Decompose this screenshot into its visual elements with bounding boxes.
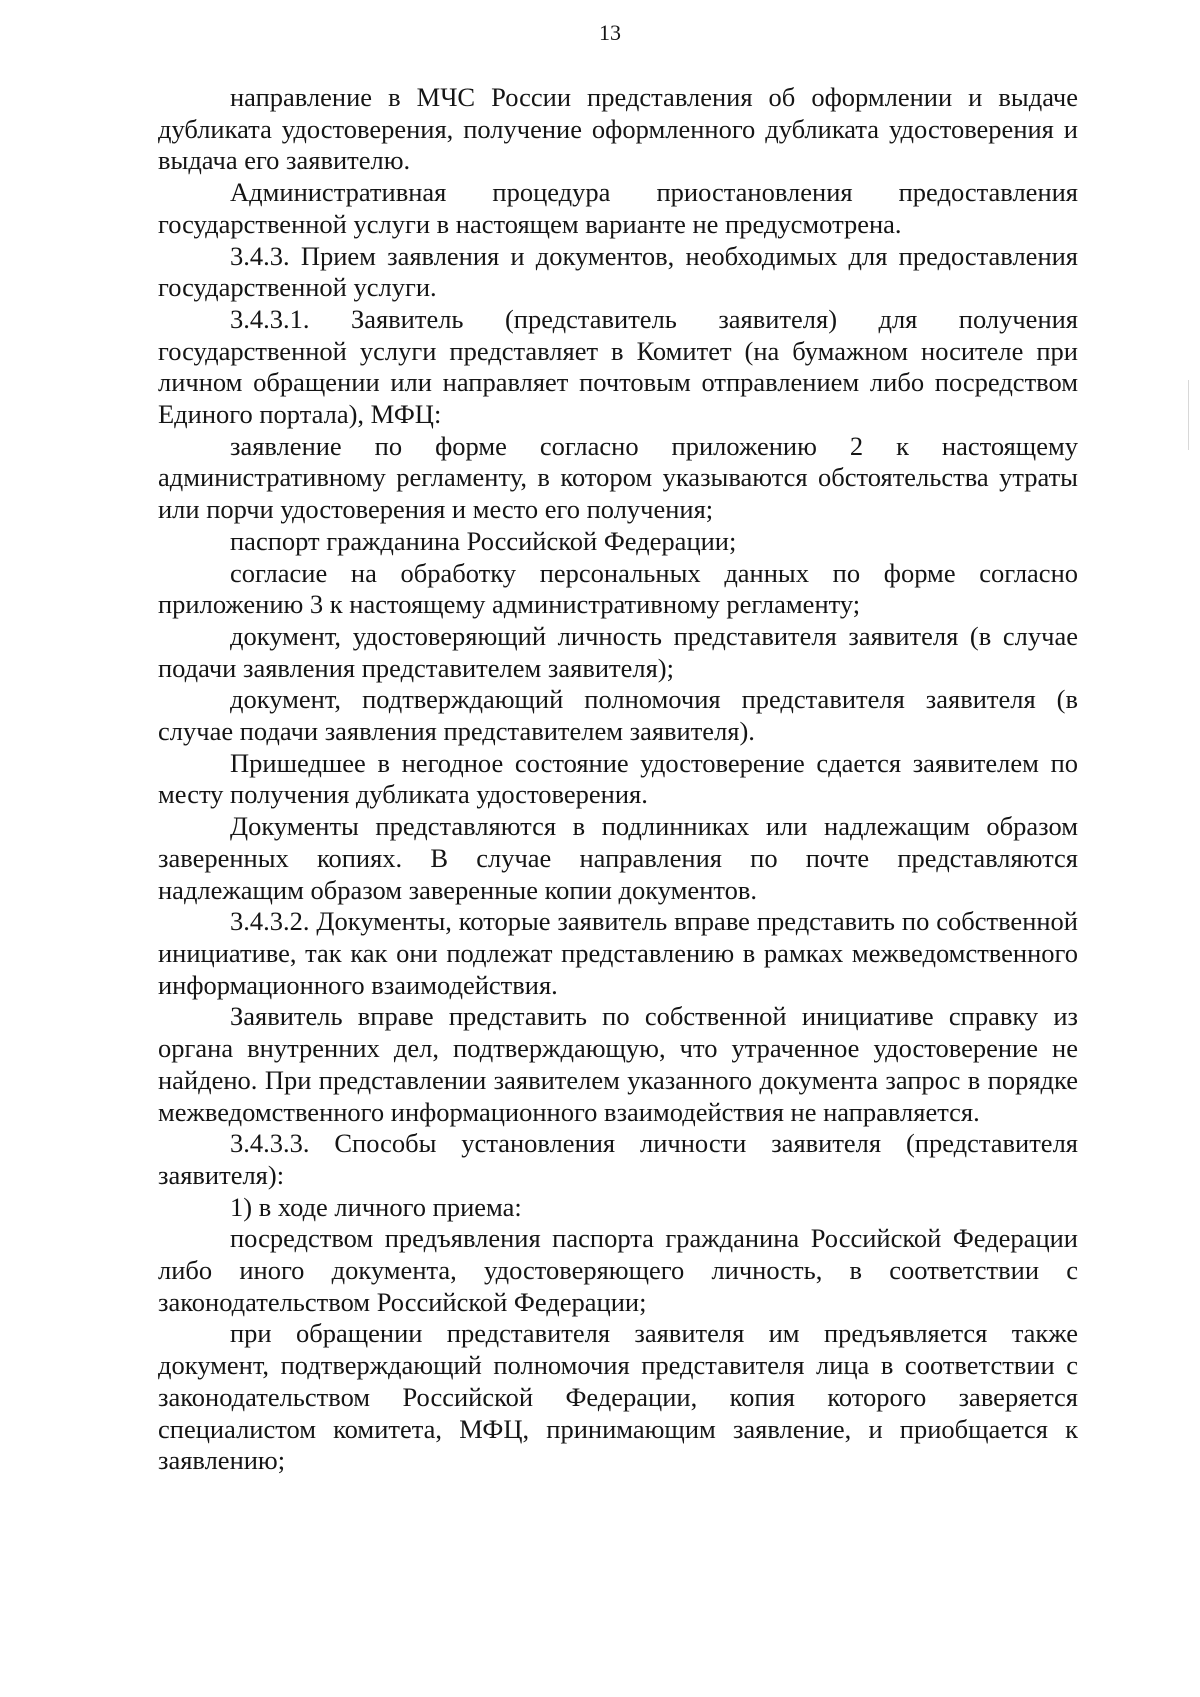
paragraph-suspension-not-provided: Административная процедура приостановления предоставления государственной услуги в настоящем варианте не предусмотрена. — [158, 177, 1078, 239]
list-item-representative-id: документ, удостоверяющий личность представителя заявителя (в случае подачи заявления представителем заявителя); — [158, 620, 1078, 683]
paragraph-3-4-3-1: 3.4.3.1. Заявитель (представитель заявителя) для получения государственной услуги представляет в Комитет (на бумажном носителе при личном обращении или направляет почтовым отправлением либо посредством Единого портала), МФЦ: — [158, 303, 1078, 430]
paragraph-representative-presentation: при обращении представителя заявителя им предъявляется также документ, подтверждающий полномочия представителя лица в соответствии с законодательством Российской Федерации, копия которого заверяется специалистом комитета, МФЦ, принимающим заявление, и приобщается к заявлению; — [158, 1318, 1078, 1476]
scan-edge-mark — [1188, 380, 1189, 450]
paragraph-3-4-3-2: 3.4.3.2. Документы, которые заявитель вправе представить по собственной инициативе, так как они подлежат представлению в рамках межведомственного информационного взаимодействия. — [158, 906, 1078, 1000]
page-number: 13 — [599, 20, 621, 45]
paragraph-damaged-certificate: Пришедшее в негодное состояние удостоверение сдается заявителем по месту получения дубликата удостоверения. — [158, 747, 1078, 810]
paragraph-duplicate-issue: направление в МЧС России представления об оформлении и выдаче дубликата удостоверения, получение оформленного дубликата удостоверения и выдача его заявителю. — [158, 82, 1078, 176]
paragraph-3-4-3-3: 3.4.3.3. Способы установления личности заявителя (представителя заявителя): — [158, 1128, 1078, 1190]
paragraph-document-copies: Документы представляются в подлинниках или надлежащим образом заверенных копиях. В случае направления по почте представляются надлежащим образом заверенные копии документов. — [158, 811, 1078, 905]
document-body — [158, 82, 1078, 1477]
paragraph-3-4-3: 3.4.3. Прием заявления и документов, необходимых для предоставления государственной услуги. — [158, 240, 1078, 303]
list-item-representative-authority: документ, подтверждающий полномочия представителя заявителя (в случае подачи заявления представителем заявителя). — [158, 684, 1078, 747]
paragraph-passport-presentation: посредством предъявления паспорта гражданина Российской Федерации либо иного документа, удостоверяющего личность, в соответствии с законодательством Российской Федерации; — [158, 1223, 1078, 1317]
list-item-application: заявление по форме согласно приложению 2 к настоящему административному регламенту, в котором указываются обстоятельства утраты или порчи удостоверения и место его получения; — [158, 430, 1078, 525]
list-item-personal-reception: 1) в ходе личного приема: — [230, 1191, 522, 1222]
list-item-consent: согласие на обработку персональных данных по форме согласно приложению 3 к настоящему административному регламенту; — [158, 557, 1078, 620]
paragraph-police-certificate: Заявитель вправе представить по собственной инициативе справку из органа внутренних дел, подтверждающую, что утраченное удостоверение не найдено. При представлении заявителем указанного документа запрос в порядке межведомственного информационного взаимодействия не направляется. — [158, 1001, 1078, 1127]
list-item-passport: паспорт гражданина Российской Федерации; — [230, 525, 737, 556]
